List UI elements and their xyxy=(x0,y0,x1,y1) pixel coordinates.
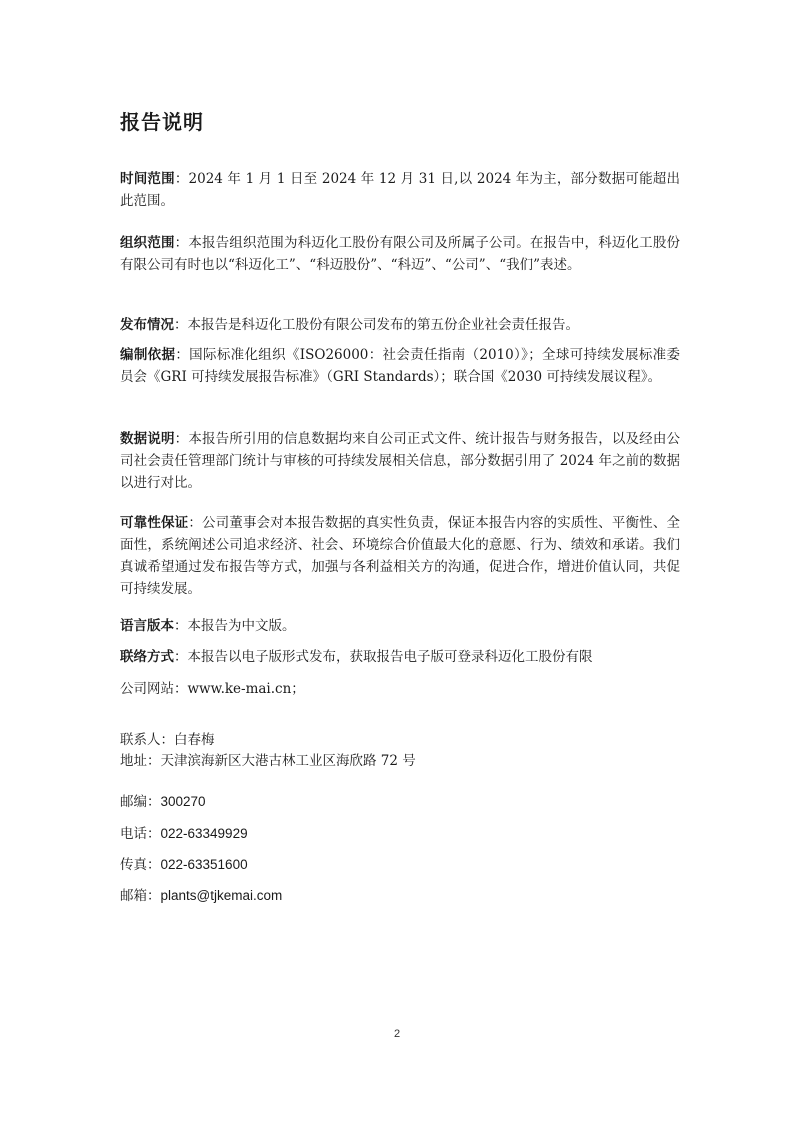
reliability-label: 可靠性保证 xyxy=(120,515,189,531)
publication-paragraph xyxy=(120,314,680,336)
basis-paragraph xyxy=(120,344,680,388)
data-note-label: 数据说明 xyxy=(120,431,175,447)
language-paragraph xyxy=(120,615,680,637)
data-note-text: ：本报告所引用的信息数据均来自公司正式文件、统计报告与财务报告，以及经由公司社会责任管理部门统计与审核的可持续发展相关信息，部分数据引用了 2024 年之前的数据以进行对比。 xyxy=(120,431,681,491)
time-range-text: ：2024 年 1 月 1 日至 2024 年 12 月 31 日,以 2024 年为主，部分数据可能超出此范围。 xyxy=(120,171,680,209)
contact-address: 地址：天津滨海新区大港古林工业区海欣路 72 号 xyxy=(120,753,416,769)
contact-website-line: 公司网站：www.ke-mai.cn； xyxy=(120,681,305,697)
postcode-line xyxy=(120,791,206,813)
postcode-value: 300270 xyxy=(160,794,206,809)
email-label: 邮箱： xyxy=(120,888,161,904)
phone-line xyxy=(120,823,248,845)
contact-text: ：本报告以电子版形式发布，获取报告电子版可登录科迈化工股份有限 xyxy=(174,649,593,665)
contact-paragraph xyxy=(120,646,680,668)
page-title: 报告说明 xyxy=(120,110,204,134)
basis-label: 编制依据 xyxy=(120,347,176,363)
contact-label: 联络方式 xyxy=(120,649,174,665)
fax-line xyxy=(120,854,248,876)
data-note-paragraph xyxy=(120,428,680,494)
reliability-text: ：公司董事会对本报告数据的真实性负责，保证本报告内容的实质性、平衡性、全面性，系统阐述公司追求经济、社会、环境综合价值最大化的意愿、行为、绩效和承诺。我们真诚希望通过发布报告等方式，加强与各利益相关方的沟通，促进合作，增进价值认同，共促可持续发展。 xyxy=(120,515,680,597)
page-number: 2 xyxy=(393,1028,401,1040)
fax-value: 022-63351600 xyxy=(160,857,248,872)
phone-label: 电话： xyxy=(120,826,161,842)
basis-text: ：国际标准化组织《ISO26000：社会责任指南（2010）》；全球可持续发展标准委员会《GRI 可持续发展报告标准》（GRI Standards）；联合国《2030 可持续发展议程》。 xyxy=(120,347,681,385)
language-label: 语言版本 xyxy=(120,618,174,634)
org-scope-text: ：本报告组织范围为科迈化工股份有限公司及所属子公司。在报告中，科迈化工股份有限公司有时也以“科迈化工”、“科迈股份”、“科迈”、“公司”、“我们”表述。 xyxy=(120,235,681,273)
reliability-paragraph xyxy=(120,512,680,600)
time-range-label: 时间范围 xyxy=(120,171,175,187)
email-link[interactable]: plants@tjkemai.com xyxy=(160,888,283,903)
publication-text: ：本报告是科迈化工股份有限公司发布的第五份企业社会责任报告。 xyxy=(174,317,579,333)
org-scope-paragraph xyxy=(120,232,680,276)
language-text: ：本报告为中文版。 xyxy=(174,618,296,634)
org-scope-label: 组织范围 xyxy=(120,235,175,251)
publication-label: 发布情况 xyxy=(120,317,174,333)
fax-label: 传真： xyxy=(120,857,161,873)
postcode-label: 邮编： xyxy=(120,794,161,810)
contact-person: 联系人：白春梅 xyxy=(120,732,215,748)
time-range-paragraph xyxy=(120,168,680,212)
phone-value: 022-63349929 xyxy=(160,826,248,841)
email-line xyxy=(120,885,282,907)
